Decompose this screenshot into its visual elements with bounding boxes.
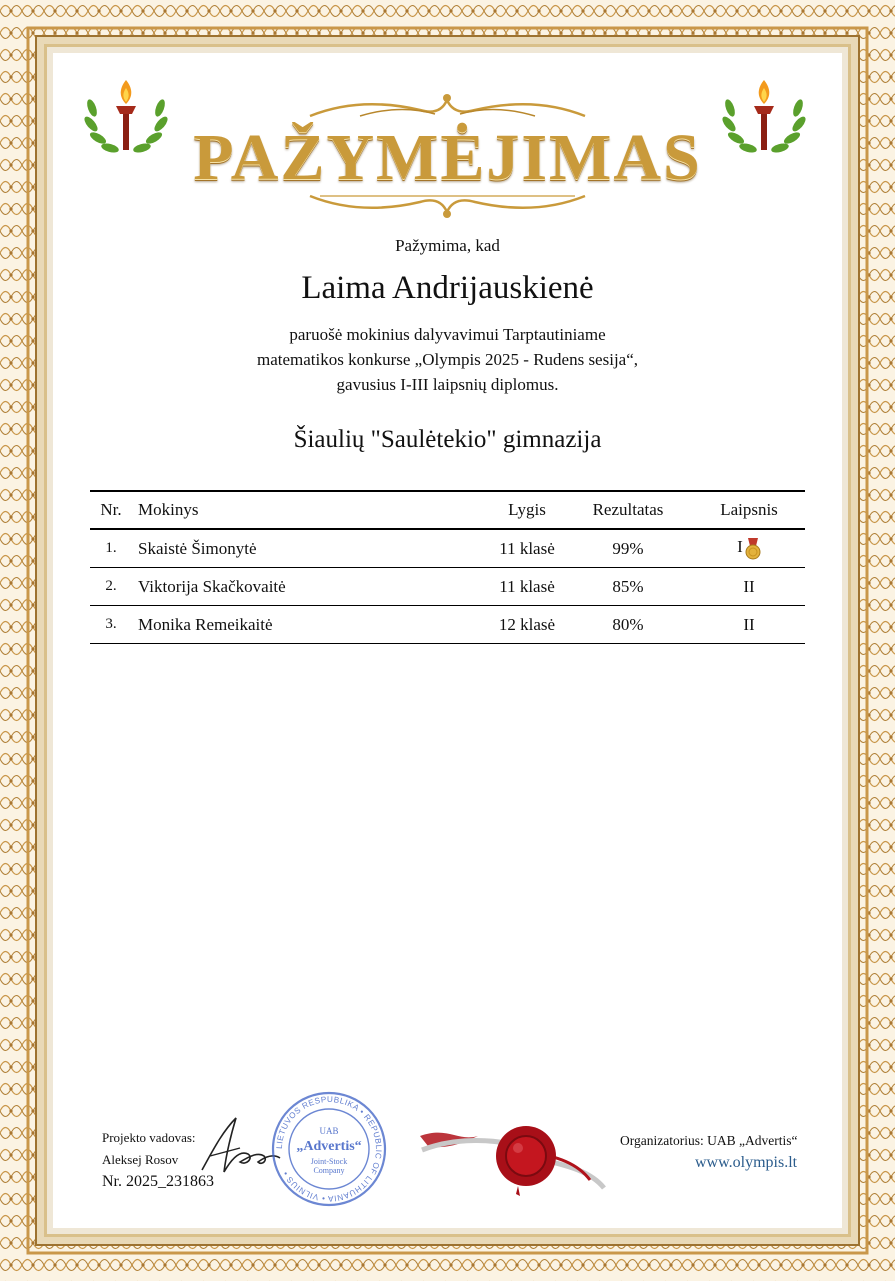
row-degree-cell — [693, 529, 805, 568]
row-result: 85% — [563, 568, 693, 606]
row-nr: 1. — [90, 529, 132, 568]
intro-text: Pažymima, kad — [395, 236, 500, 255]
title-ornament-bottom — [300, 190, 595, 220]
stamp-line2: Joint-Stock — [310, 1157, 348, 1166]
certificate-title: PAŽYMĖJIMAS — [193, 121, 702, 194]
row-nr: 2. — [90, 568, 132, 606]
row-degree: II — [693, 606, 805, 644]
gold-medal-icon — [745, 538, 761, 560]
body-line-3: gavusius I-III laipsnių diplomus. — [336, 375, 559, 394]
organizer-label: Organizatorius: UAB „Advertis“ — [620, 1133, 798, 1148]
row-degree: I — [737, 537, 743, 557]
stamp-ring-text: LIETUVOS RESPUBLIKA • REPUBLIC OF LITHUANIA • VILNIUS • — [274, 1094, 384, 1204]
row-level: 12 klasė — [491, 606, 563, 644]
project-leader-label: Projekto vadovas: — [102, 1130, 196, 1145]
title-ornament-top — [300, 92, 595, 122]
stamp-line3: Company — [313, 1166, 345, 1175]
table-row — [90, 606, 805, 644]
stamp-name: „Advertis“ — [296, 1139, 362, 1154]
header-degree: Laipsnis — [693, 491, 805, 529]
header-result: Rezultatas — [563, 491, 693, 529]
stamp-top: UAB — [319, 1126, 339, 1136]
row-student: Skaistė Šimonytė — [132, 529, 491, 568]
row-result: 80% — [563, 606, 693, 644]
results-table — [90, 490, 805, 644]
table-row — [90, 529, 805, 568]
website-link[interactable]: www.olympis.lt — [695, 1154, 798, 1171]
header-level: Lygis — [491, 491, 563, 529]
wax-seal-icon — [418, 1106, 606, 1198]
body-line-1: paruošė mokinius dalyvavimui Tarptautiniame — [289, 325, 606, 344]
header-nr: Nr. — [90, 491, 132, 529]
row-level: 11 klasė — [491, 529, 563, 568]
row-student: Viktorija Skačkovaitė — [132, 568, 491, 606]
table-row — [90, 568, 805, 606]
row-result: 99% — [563, 529, 693, 568]
row-level: 11 klasė — [491, 568, 563, 606]
table-header-row — [90, 491, 805, 529]
header-student: Mokinys — [132, 491, 491, 529]
certificate-number: Nr. 2025_231863 — [102, 1173, 214, 1190]
school-name: Šiaulių "Saulėtekio" gimnazija — [293, 426, 602, 453]
row-nr: 3. — [90, 606, 132, 644]
body-line-2: matematikos konkurse „Olympis 2025 - Rudens sesija“, — [256, 350, 639, 369]
row-student: Monika Remeikaitė — [132, 606, 491, 644]
certificate-body — [0, 322, 895, 397]
project-leader-name: Aleksej Rosov — [102, 1152, 179, 1167]
company-stamp — [270, 1090, 388, 1208]
row-degree: II — [693, 568, 805, 606]
teacher-name: Laima Andrijauskienė — [301, 270, 594, 306]
